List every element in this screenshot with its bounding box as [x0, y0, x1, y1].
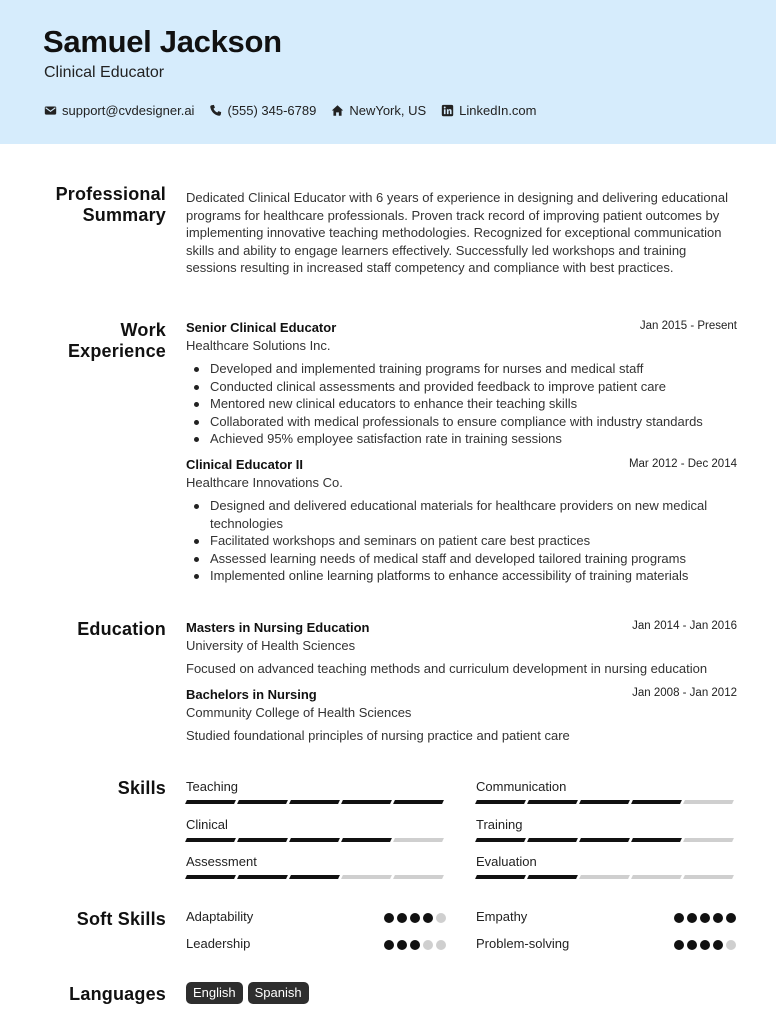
job-bullets: [186, 497, 737, 585]
skill-item: [186, 817, 446, 842]
contact-location: [331, 103, 426, 118]
skill-level-segment: [341, 838, 392, 842]
skill-level-segment: [185, 800, 236, 804]
skill-level-segment: [579, 838, 630, 842]
skill-level-segment: [185, 838, 236, 842]
soft-skill-item: [476, 909, 736, 927]
job-bullet: Achieved 95% employee satisfaction rate in training sessions: [210, 430, 737, 448]
summary-text: Dedicated Clinical Educator with 6 years of experience in designing and delivering educational programs for healthcare professionals. Proven track record of improving patient outcomes by implementing innovative teaching methodologies. Recognized for exceptional communication skills and ability to engage learners effectively. Successfully led workshops and training sessions resulting in increased staff competency and compliance with best practices.: [186, 190, 728, 276]
contact-location-text: NewYork, US: [349, 103, 427, 118]
soft-skill-rating-dot: [397, 913, 407, 923]
skill-level-segment: [579, 800, 630, 804]
education-entry: [186, 620, 737, 678]
skill-level-segment: [185, 875, 236, 879]
soft-skill-rating-dot: [436, 940, 446, 950]
soft-skill-rating-dot: [726, 913, 736, 923]
job-bullet: Mentored new clinical educators to enhance their teaching skills: [210, 395, 737, 413]
soft-skill-rating-dot: [713, 940, 723, 950]
soft-skill-rating-dot: [713, 913, 723, 923]
soft-skill-label: Empathy: [476, 909, 528, 924]
contact-email[interactable]: [44, 103, 194, 118]
skill-level-segment: [289, 838, 340, 842]
job-bullet: Assessed learning needs of medical staff and developed tailored training programs: [210, 550, 737, 568]
skill-item: [476, 854, 736, 879]
job-bullets: [186, 360, 737, 448]
job-bullet: Designed and delivered educational materials for healthcare providers on new medical technologies: [210, 497, 737, 532]
skill-level-bar: [476, 838, 736, 842]
skill-level-segment: [631, 800, 682, 804]
soft-skill-rating-dot: [726, 940, 736, 950]
skill-level-segment: [475, 875, 526, 879]
education-section-title: Education: [77, 619, 166, 639]
skill-level-segment: [237, 800, 288, 804]
language-list: [186, 982, 314, 1004]
summary-content: [186, 189, 737, 277]
contact-phone[interactable]: [209, 103, 316, 118]
soft-skill-rating-dot: [436, 913, 446, 923]
skill-level-segment: [393, 838, 444, 842]
soft-skill-item: [186, 936, 446, 954]
skill-level-segment: [289, 875, 340, 879]
soft-skill-label: Adaptability: [186, 909, 254, 924]
job-date: Mar 2012 - Dec 2014: [628, 458, 737, 470]
experience-section-title: [68, 320, 166, 362]
summary-title-line-1: Professional: [55, 184, 166, 204]
skill-level-segment: [527, 800, 578, 804]
job-title: Clinical Educator II: [186, 457, 304, 472]
skill-level-segment: [683, 875, 734, 879]
skill-level-segment: [527, 838, 578, 842]
skill-level-segment: [237, 838, 288, 842]
job-bullet: Facilitated workshops and seminars on patient care best practices: [210, 532, 737, 550]
soft-skill-rating-dot: [674, 913, 684, 923]
skill-level-bar: [476, 875, 736, 879]
resume-header: [0, 0, 776, 144]
education-school: University of Health Sciences: [186, 638, 356, 653]
skill-level-segment: [631, 838, 682, 842]
skill-level-bar: [186, 838, 446, 842]
job-bullet: Conducted clinical assessments and provided feedback to improve patient care: [210, 378, 737, 396]
contact-bar: [44, 103, 552, 118]
soft-skill-rating-dot: [423, 913, 433, 923]
summary-title-line-2: Summary: [82, 205, 166, 225]
job-bullet: Implemented online learning platforms to enhance accessibility of training materials: [210, 567, 737, 585]
education-school: Community College of Health Sciences: [186, 705, 412, 720]
skill-level-segment: [393, 800, 444, 804]
soft-skill-rating-dot: [397, 940, 407, 950]
job-company: Healthcare Innovations Co.: [186, 475, 343, 490]
experience-title-line-1: Work: [120, 320, 166, 340]
skill-level-segment: [683, 838, 734, 842]
skill-label: Communication: [476, 779, 567, 794]
job-title: Senior Clinical Educator: [186, 320, 337, 335]
home-icon: [331, 104, 344, 117]
soft-skill-rating: [381, 913, 446, 923]
soft-skill-rating-dot: [687, 913, 697, 923]
summary-section-title: [56, 184, 166, 226]
soft-skill-rating-dot: [687, 940, 697, 950]
soft-skill-item: [476, 936, 736, 954]
language-badge: Spanish: [248, 982, 309, 1004]
skill-level-segment: [579, 875, 630, 879]
contact-email-text: support@cvdesigner.ai: [62, 103, 195, 118]
skill-item: [186, 779, 446, 804]
language-badge: English: [186, 982, 243, 1004]
soft-skill-rating-dot: [423, 940, 433, 950]
skill-level-segment: [475, 800, 526, 804]
skill-item: [476, 779, 736, 804]
skill-level-segment: [237, 875, 288, 879]
skill-level-bar: [186, 875, 446, 879]
soft-skill-item: [186, 909, 446, 927]
soft-skill-rating-dot: [700, 940, 710, 950]
skill-level-segment: [527, 875, 578, 879]
education-degree: Masters in Nursing Education: [186, 620, 370, 635]
skill-level-segment: [289, 800, 340, 804]
skills-section-title: Skills: [117, 778, 166, 798]
job-bullet: Collaborated with medical professionals to ensure compliance with industry standards: [210, 413, 737, 431]
education-entry: [186, 687, 737, 745]
skill-item: [186, 854, 446, 879]
education-date: Jan 2008 - Jan 2012: [632, 687, 737, 699]
job-entry: [186, 320, 737, 448]
skill-level-segment: [683, 800, 734, 804]
skill-level-segment: [341, 875, 392, 879]
job-bullet: Developed and implemented training programs for nurses and medical staff: [210, 360, 737, 378]
candidate-name: Samuel Jackson: [43, 24, 282, 59]
skill-item: [476, 817, 736, 842]
contact-phone-text: (555) 345-6789: [227, 103, 317, 118]
soft-skill-rating-dot: [674, 940, 684, 950]
soft-skill-rating-dot: [410, 940, 420, 950]
skill-level-segment: [393, 875, 444, 879]
skill-level-bar: [186, 800, 446, 804]
contact-linkedin[interactable]: [441, 103, 536, 118]
job-company: Healthcare Solutions Inc.: [186, 338, 331, 353]
skill-label: Assessment: [186, 854, 257, 869]
soft-skill-rating: [671, 940, 736, 950]
education-date: Jan 2014 - Jan 2016: [632, 620, 737, 632]
contact-linkedin-text: LinkedIn.com: [459, 103, 537, 118]
skill-label: Training: [476, 817, 523, 832]
soft-skill-label: Leadership: [186, 936, 251, 951]
skill-level-bar: [476, 800, 736, 804]
languages-section-title: Languages: [69, 984, 166, 1004]
education-degree: Bachelors in Nursing: [186, 687, 317, 702]
soft-skill-rating-dot: [410, 913, 420, 923]
job-date: Jan 2015 - Present: [639, 320, 737, 332]
email-icon: [44, 104, 57, 117]
soft-skill-rating-dot: [384, 913, 394, 923]
job-entry: [186, 457, 737, 585]
linkedin-icon: [441, 104, 454, 117]
soft-skills-section-title: Soft Skills: [76, 909, 166, 929]
candidate-role: Clinical Educator: [44, 64, 165, 81]
skill-level-segment: [631, 875, 682, 879]
education-description: Studied foundational principles of nursing practice and patient care: [186, 728, 570, 743]
skill-level-segment: [341, 800, 392, 804]
soft-skill-rating: [381, 940, 446, 950]
soft-skill-rating-dot: [384, 940, 394, 950]
skill-level-segment: [475, 838, 526, 842]
skill-label: Clinical: [186, 817, 228, 832]
soft-skill-label: Problem-solving: [476, 936, 570, 951]
skill-label: Evaluation: [476, 854, 537, 869]
experience-title-line-2: Experience: [67, 341, 166, 361]
skill-label: Teaching: [186, 779, 239, 794]
soft-skill-rating-dot: [700, 913, 710, 923]
education-description: Focused on advanced teaching methods and curriculum development in nursing education: [186, 661, 708, 676]
soft-skill-rating: [671, 913, 736, 923]
phone-icon: [209, 104, 222, 117]
